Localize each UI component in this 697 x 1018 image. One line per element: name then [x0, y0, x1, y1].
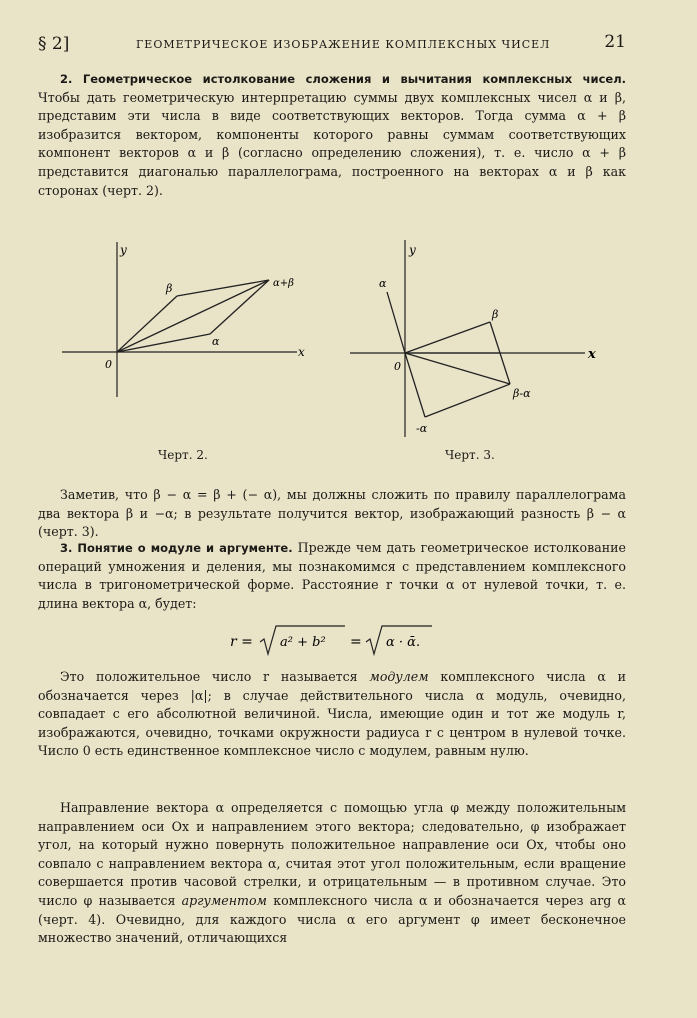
- paragraph-argument: [38, 799, 626, 948]
- neg-alpha-label: -α: [416, 422, 428, 435]
- vector-alpha: [387, 292, 405, 353]
- formula-radicand-1: a² + b²: [280, 635, 326, 650]
- section-heading: 3. Понятие о модуле и аргументе.: [60, 541, 293, 555]
- figure-2-caption: Черт. 2.: [158, 448, 208, 462]
- paragraph-text: Направление вектора α определяется с помощью угла φ между положительным направлением оси Ox и направлением этого вектора; следовательно, φ изображает угол, на который нужно повернуть положительное направление оси Ox, чтобы оно совпало с направлением вектора α, считая этот угол положительным, если вращение совершается против часовой стрелки, и отрицательным — в противном случае. Это число φ называется: [38, 800, 626, 908]
- page-header: [38, 30, 626, 54]
- formula-equals: =: [350, 634, 362, 650]
- origin-label: 0: [394, 360, 401, 373]
- paragraph-text: Чтобы дать геометрическую интерпретацию суммы двух комплексных чисел α и β, представим эти числа в виде соответствующих векторов. Тогда сумма α + β изобразится вектором, компоненты которого равны суммам соответствующих компонент векторов α и β (согласно определению сложения), т. е. число α + β представится диагональю параллелограма, построенного на векторах α и β как сторонах (черт. 2).: [38, 89, 626, 198]
- vector-beta: [117, 296, 177, 352]
- y-label: y: [409, 243, 416, 257]
- vector-beta: [405, 322, 490, 353]
- term-modulus: модулем: [369, 669, 429, 684]
- paragraph-text: комплексного числа α и обозначается через |α|; в случае действительного числа α модуль, очевидно, совпадает с его абсолютной величиной. Числа, имеющие один и тот же модуль r, изображаются, очевидно, точками окружности радиуса r с центром в нулевой точке. Число 0 есть единственное комплексное число с модулем, равным нулю.: [38, 669, 626, 759]
- paragraph-addition: [38, 70, 626, 200]
- y-label: y: [120, 243, 127, 257]
- term-argument: аргументом: [181, 892, 267, 908]
- section-heading: 2. Геометрическое истолкование сложения и вычитания комплексных чисел.: [60, 72, 626, 86]
- x-label: x: [298, 345, 305, 359]
- sum-label: α+β: [273, 278, 294, 289]
- paragraph-text: комплексного числа α и обозначается через arg α (черт. 4). Очевидно, для каждого числа α его аргумент φ имеет бесконечное множество значений, отличающихся: [38, 892, 626, 946]
- paragraph-text: Это положительное число r называется: [60, 669, 370, 684]
- figure-3-caption: Черт. 3.: [445, 448, 495, 462]
- vector-alpha: [117, 334, 210, 352]
- parallelogram-bottom: [425, 384, 510, 417]
- running-title: ГЕОМЕТРИЧЕСКОЕ ИЗОБРАЖЕНИЕ КОМПЛЕКСНЫХ ЧИСЕЛ: [136, 38, 551, 51]
- figure-2-parallelogram: [62, 232, 312, 402]
- vector-neg-alpha: [405, 353, 425, 417]
- figure-3-difference: [350, 232, 620, 442]
- paragraph-modulus: [38, 668, 626, 761]
- formula-radicand-2: α · ᾱ.: [386, 635, 421, 650]
- modulus-formula: [200, 620, 500, 660]
- parallelogram-top: [177, 280, 269, 296]
- page-number: 21: [604, 32, 626, 52]
- diff-label: β-α: [513, 387, 531, 400]
- beta-label: β: [492, 308, 499, 321]
- section-marker: § 2]: [38, 34, 70, 54]
- origin-label: 0: [105, 358, 112, 371]
- vector-diff: [405, 353, 510, 384]
- vector-sum: [117, 280, 269, 352]
- formula-lhs: r =: [230, 634, 253, 650]
- alpha-label: α: [212, 335, 220, 348]
- paragraph-subtraction: Заметив, что β − α = β + (− α), мы должны сложить по правилу параллелограма два вектора β и −α; в результате получится вектор, изображающий разность β − α (черт. 3).: [38, 487, 626, 540]
- alpha-label: α: [379, 277, 387, 290]
- paragraph-modulus-intro: [38, 539, 626, 613]
- x-label: x: [588, 347, 596, 362]
- paragraph-text: Прежде чем дать геометрическое истолкование операций умножения и деления, мы познакомимся с представлением комплексного числа в тригонометрической форме. Расстояние r точки α от нулевой точки, т. е. длина вектора α, будет:: [38, 540, 626, 611]
- beta-label: β: [166, 282, 173, 295]
